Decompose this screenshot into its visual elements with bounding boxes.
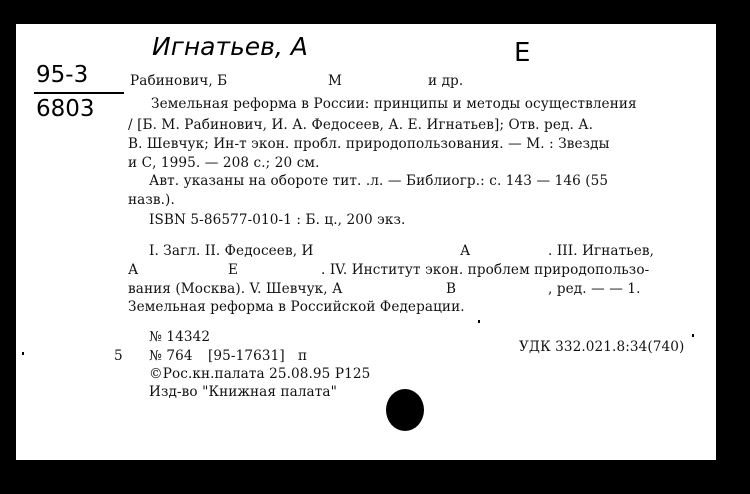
heading-initial: М (328, 73, 343, 89)
record-number: № 14342 (149, 329, 211, 345)
editor-line: В. Шевчук; Ин-т экон. пробл. природопользования. — М. : Звезды (128, 136, 610, 152)
book-chamber-line: ©Рос.кн.палата 25.08.95 Р125 (149, 366, 371, 382)
handwritten-author: Игнатьев, А (152, 32, 308, 61)
tracing-1-initial: А (460, 243, 471, 259)
tracing-1: I. Загл. II. Федосеев, И (149, 243, 314, 259)
tracing-1-end: . III. Игнатьев, (548, 243, 655, 259)
tracing-2-initial-b: Е (228, 262, 239, 278)
handwritten-code-bottom: 6803 (36, 96, 95, 122)
tracing-2: . IV. Институт экон. проблем природопользо- (321, 262, 650, 278)
note-line: Авт. указаны на обороте тит. .л. — Библиогр.: с. 143 — 146 (55 (149, 173, 609, 189)
handwritten-underline (34, 92, 124, 94)
scan-border (716, 0, 750, 494)
footer-prefix: 5 (114, 348, 123, 364)
record-code: [95-17631] (208, 348, 285, 364)
publisher-line: Изд-во "Книжная палата" (149, 384, 337, 400)
tracing-4: Земельная реформа в Российской Федерации. (128, 299, 465, 315)
note-line-2: назв.). (128, 192, 175, 208)
title-line: Земельная реформа в России: принципы и методы осуществления (151, 96, 637, 112)
handwritten-code-top: 95-3 (36, 62, 89, 88)
catalog-card (16, 24, 716, 460)
card-punch-hole (386, 389, 424, 431)
tracing-3-end: , ред. — — 1. (548, 281, 641, 297)
scan-speck (22, 352, 24, 355)
imprint-line: и С, 1995. — 208 с.; 20 см. (128, 155, 320, 171)
tracing-3: вания (Москва). V. Шевчук, А (128, 281, 343, 297)
authors-line: / [Б. М. Рабинович, И. А. Федосеев, А. Е. Игнатьев]; Отв. ред. А. (128, 117, 594, 133)
heading-author: Рабинович, Б (130, 73, 228, 89)
tracing-2-initial-a: А (128, 262, 139, 278)
tracing-3-initial: В (446, 281, 457, 297)
scan-speck (692, 334, 694, 337)
heading-etal: и др. (428, 73, 464, 89)
record-number-2: № 764 (149, 348, 193, 364)
record-suffix: п (298, 348, 308, 364)
udc-code: УДК 332.021.8:34(740) (519, 339, 685, 355)
handwritten-letter: Е (514, 38, 531, 68)
scan-speck (478, 320, 480, 323)
isbn-line: ISBN 5-86577-010-1 : Б. ц., 200 экз. (149, 212, 406, 228)
